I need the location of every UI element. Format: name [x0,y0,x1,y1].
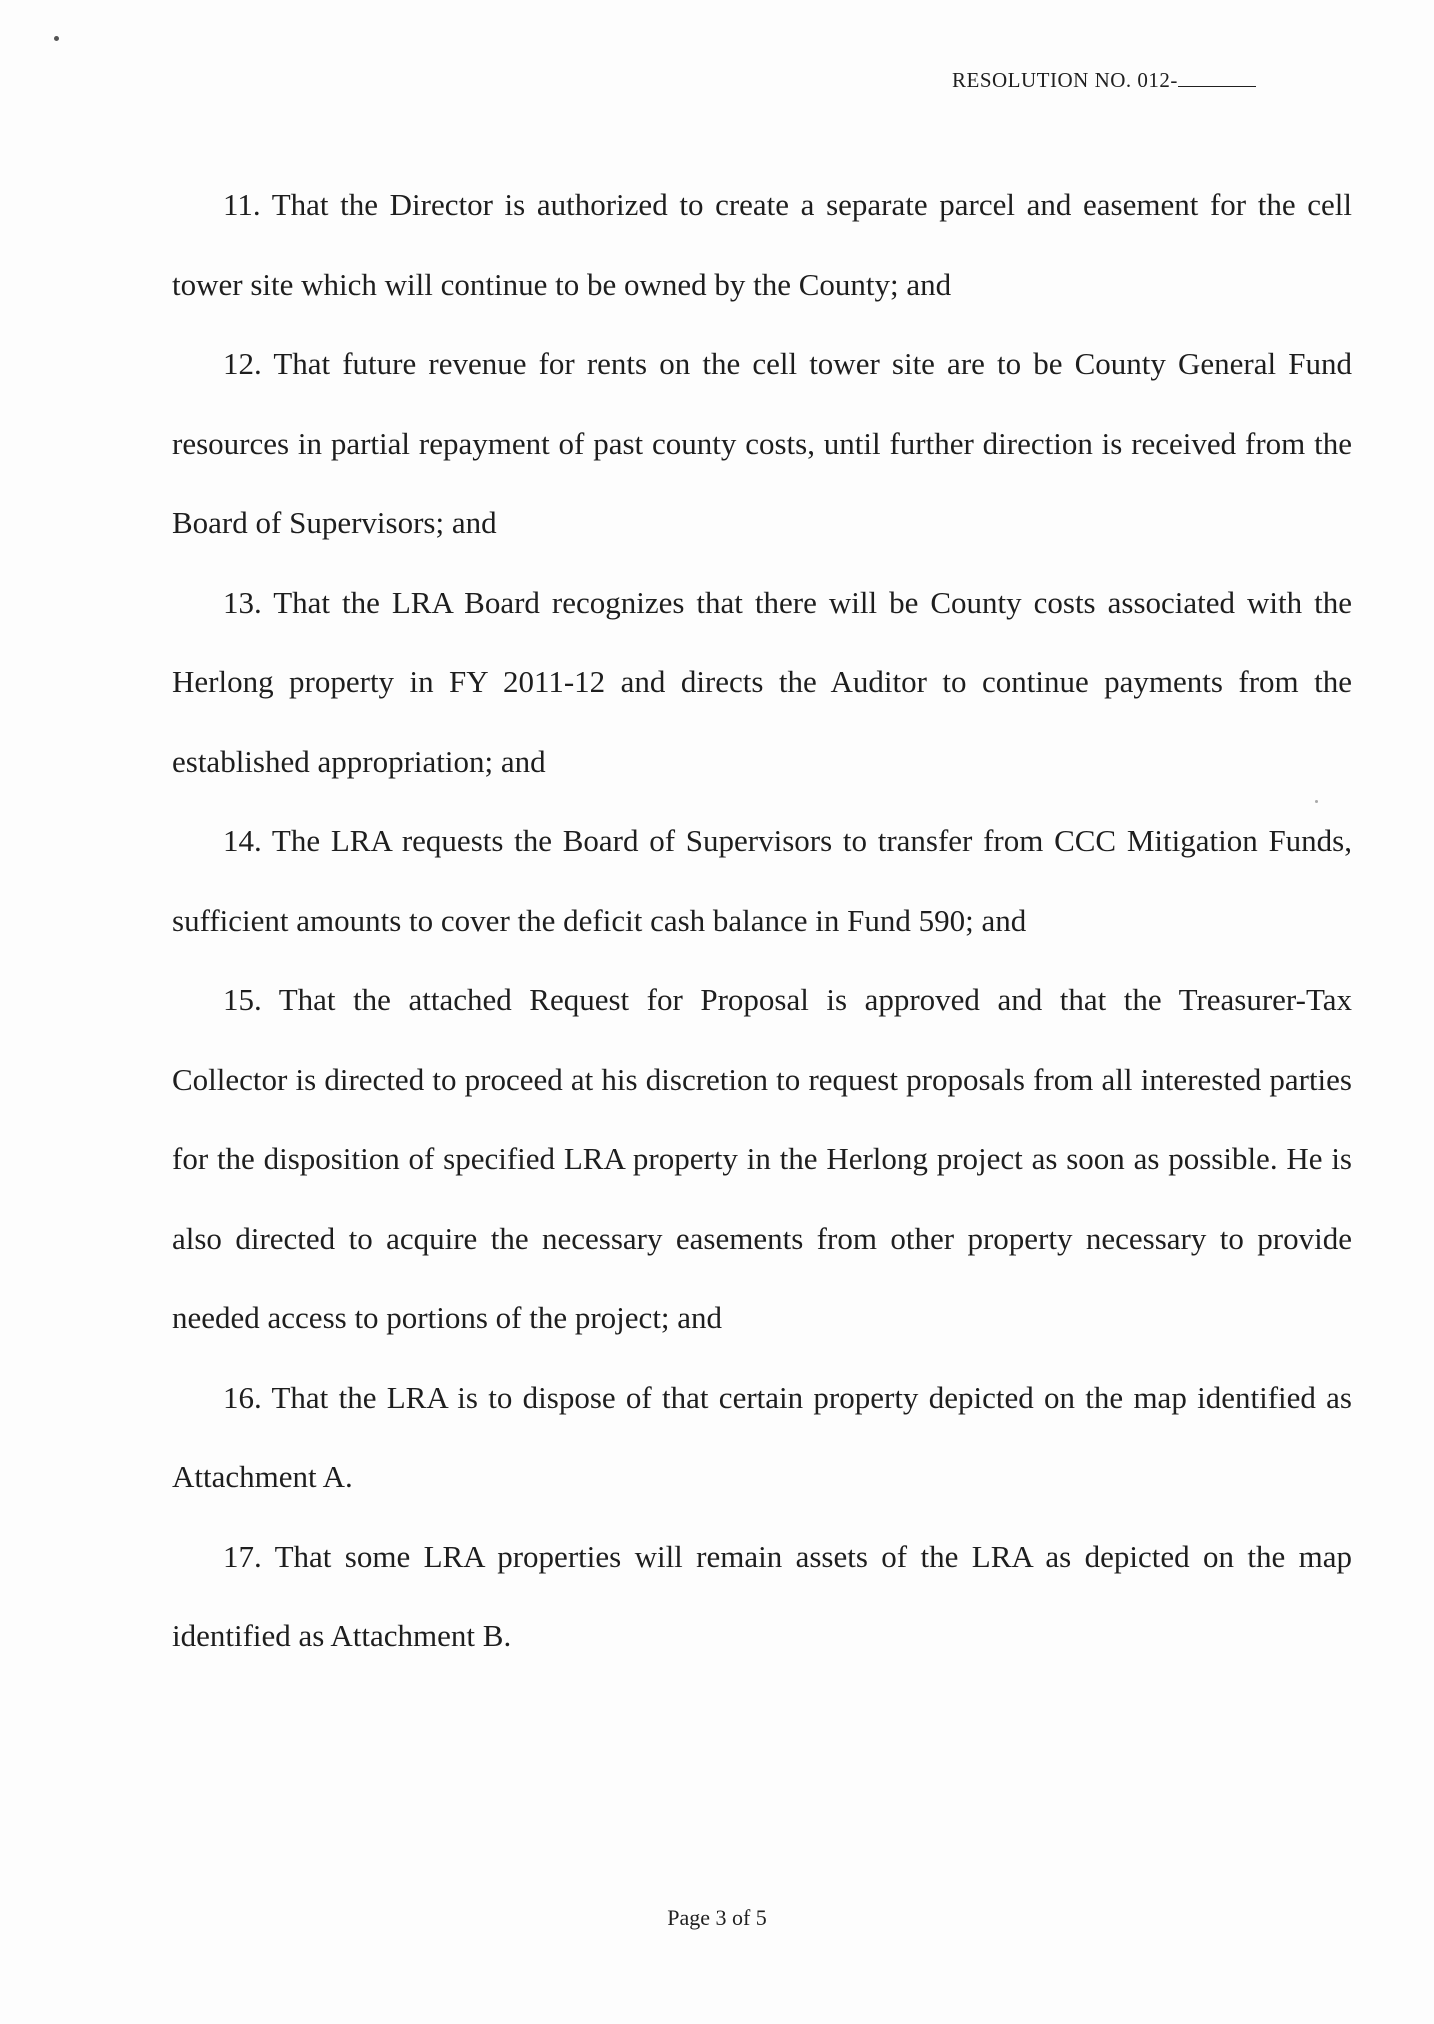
item-text: That the Director is authorized to create a separate parcel and easement for the cell tower site which will continue to be owned by the County; and [172,187,1352,302]
item-text: That some LRA properties will remain assets of the LRA as depicted on the map identified as Attachment B. [172,1538,1352,1653]
item-number: 16. [223,1379,262,1415]
scan-speck [54,36,59,41]
resolution-item-16 [172,1358,1352,1517]
resolution-item-11 [172,165,1352,324]
item-number: 17. [223,1538,262,1574]
resolution-item-17 [172,1517,1352,1676]
item-text: That the LRA Board recognizes that there will be County costs associated with the Herlong property in FY 2011-12 and directs the Auditor to continue payments from the established appropriation; and [172,584,1352,779]
item-text: That the attached Request for Proposal is approved and that the Treasurer-Tax Collector is directed to proceed at his discretion to request proposals from all interested parties for the disposition of specified LRA property in the Herlong project as soon as possible. He is also directed to acquire the necessary easements from other property necessary to provide needed access to portions of the project; and [172,982,1352,1335]
resolution-item-13 [172,563,1352,802]
resolution-number-label: RESOLUTION NO. 012- [952,68,1178,92]
item-number: 14. [223,823,262,858]
item-number: 15. [223,982,262,1017]
item-number: 13. [223,584,262,620]
item-text: That the LRA is to dispose of that certain property depicted on the map identified as Attachment A. [172,1379,1352,1494]
resolution-header [952,68,1256,93]
resolution-item-14 [172,801,1352,960]
item-number: 12. [223,346,262,381]
page-footer [0,1905,1434,1931]
page-number: Page 3 of 5 [667,1905,767,1930]
resolution-item-12 [172,324,1352,563]
item-number: 11. [223,187,261,222]
resolution-body [172,165,1352,1676]
item-text: The LRA requests the Board of Supervisors to transfer from CCC Mitigation Funds, sufficient amounts to cover the deficit cash balance in Fund 590; and [172,823,1352,938]
resolution-number-blank [1178,68,1256,87]
resolution-item-15 [172,960,1352,1358]
item-text: That future revenue for rents on the cell tower site are to be County General Fund resources in partial repayment of past county costs, until further direction is received from the Board of Supervisors; and [172,346,1352,540]
